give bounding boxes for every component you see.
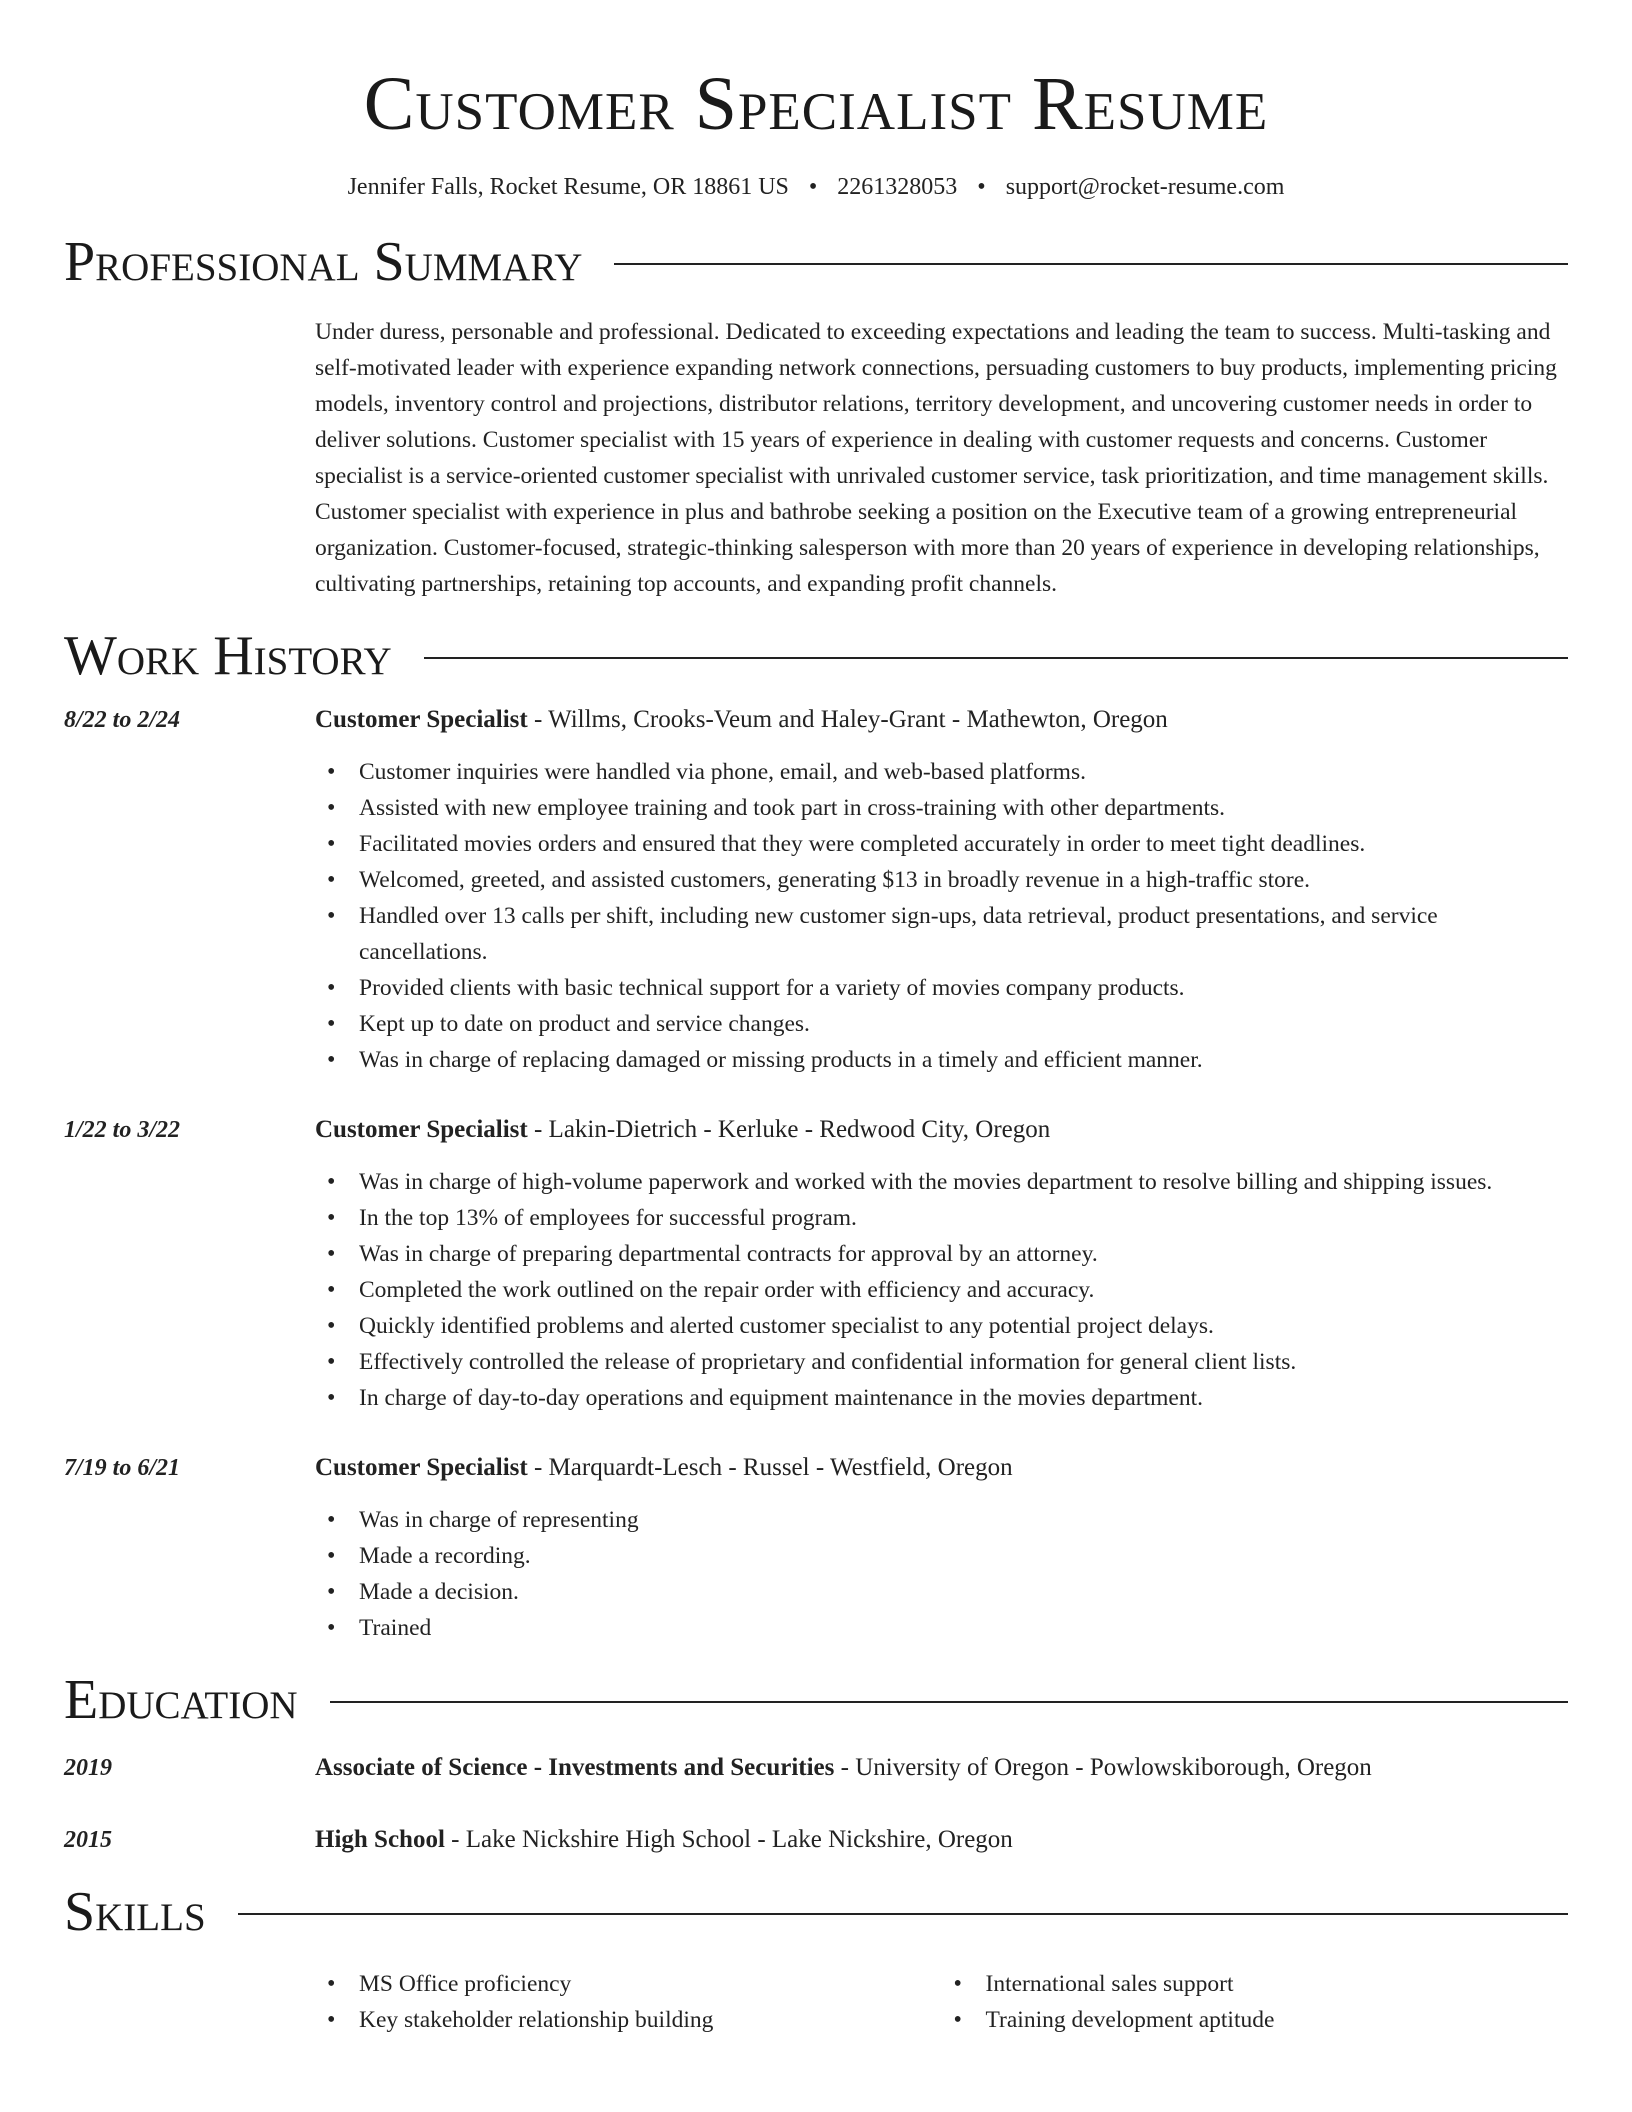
list-item: • Welcomed, greeted, and assisted customers, generating $13 in broadly revenue in a high-traffic store.: [315, 862, 1568, 898]
list-item: • Key stakeholder relationship building: [315, 2002, 942, 2038]
list-item: • Training development aptitude: [942, 2002, 1569, 2038]
list-item: • Kept up to date on product and service changes.: [315, 1006, 1568, 1042]
list-item: • Made a decision.: [315, 1574, 1568, 1610]
summary-section-header: [64, 230, 1568, 294]
list-item: • Completed the work outlined on the repair order with efficiency and accuracy.: [315, 1272, 1568, 1308]
list-item: • Was in charge of high-volume paperwork and worked with the movies department to resolve billing and shipping issues.: [315, 1164, 1568, 1200]
education-details: - Lake Nickshire High School - Lake Nickshire, Oregon: [444, 1826, 1013, 1853]
job-dates: 8/22 to 2/24: [64, 707, 181, 733]
job-details: - Lakin-Dietrich - Kerluke - Redwood City, Oregon: [527, 1116, 1051, 1143]
job-dates: 1/22 to 3/22: [64, 1117, 181, 1143]
skills-heading: Skills: [64, 1881, 206, 1943]
list-item: • Assisted with new employee training and took part in cross-training with other departments.: [315, 790, 1568, 826]
contact-phone: 2261328053: [837, 174, 958, 200]
contact-email: support@rocket-resume.com: [1005, 174, 1285, 200]
list-item: • Effectively controlled the release of proprietary and confidential information for general client lists.: [315, 1344, 1568, 1380]
contact-address: Jennifer Falls, Rocket Resume, OR 18861 US: [347, 174, 789, 200]
contact-separator: •: [808, 174, 818, 200]
job-dates: 7/19 to 6/21: [64, 1455, 181, 1481]
job-details: - Willms, Crooks-Veum and Haley-Grant - Mathewton, Oregon: [527, 706, 1168, 733]
list-item: • Was in charge of representing: [315, 1502, 1568, 1538]
job-role: Customer Specialist: [315, 1454, 528, 1481]
education-degree: Associate of Science - Investments and Securities: [315, 1754, 835, 1781]
job-role: Customer Specialist: [315, 706, 528, 733]
job-bullets: [315, 754, 1568, 1078]
skills-section-header: [64, 1880, 1568, 1944]
list-item: • Provided clients with basic technical support for a variety of movies company products.: [315, 970, 1568, 1006]
resume-header: [64, 0, 1568, 204]
job-title: [315, 1112, 1568, 1148]
job-role: Customer Specialist: [315, 1116, 528, 1143]
job-list: [64, 702, 1568, 1646]
summary-text: Under duress, personable and professional. Dedicated to exceeding expectations and leading the team to success. Multi-tasking and self-motivated leader with experience expanding network connections, persuading customers to buy products, implementing pricing models, inventory control and projections, distributor relations, territory development, and uncovering customer needs in order to deliver solutions. Customer specialist with 15 years of experience in dealing with customer requests and concerns. Customer specialist is a service-oriented customer specialist with unrivaled customer service, task prioritization, and time management skills. Customer specialist with experience in plus and bathrobe seeking a position on the Executive team of a growing entrepreneurial organization. Customer-focused, strategic-thinking salesperson with more than 20 years of experience in developing relationships, cultivating partnerships, retaining top accounts, and expanding profit channels.: [315, 319, 1557, 597]
job-entry: [64, 1112, 1568, 1416]
education-entry: [64, 1750, 1568, 1786]
list-item: • Was in charge of replacing damaged or missing products in a timely and efficient manner.: [315, 1042, 1568, 1078]
skills-grid: [64, 1966, 1568, 2038]
list-item: • In the top 13% of employees for successful program.: [315, 1200, 1568, 1236]
section-divider: [424, 657, 1568, 659]
education-heading: Education: [64, 1669, 298, 1731]
education-year: 2015: [64, 1827, 112, 1853]
skills-list-right: [942, 1966, 1569, 2038]
job-entry: [64, 1450, 1568, 1646]
education-title: [315, 1822, 1568, 1858]
section-divider: [330, 1701, 1568, 1703]
education-details: - University of Oregon - Powlowskiborough, Oregon: [834, 1754, 1372, 1781]
job-bullets: [315, 1164, 1568, 1416]
work-section-header: [64, 624, 1568, 688]
education-entry: [64, 1822, 1568, 1858]
job-entry: [64, 702, 1568, 1078]
list-item: • MS Office proficiency: [315, 1966, 942, 2002]
list-item: • Trained: [315, 1610, 1568, 1646]
job-details: - Marquardt-Lesch - Russel - Westfield, Oregon: [527, 1454, 1013, 1481]
job-title: [315, 702, 1568, 738]
section-divider: [614, 263, 1568, 265]
education-year: 2019: [64, 1755, 112, 1781]
list-item: • Handled over 13 calls per shift, including new customer sign-ups, data retrieval, product presentations, and service cancellations.: [315, 898, 1568, 970]
list-item: • Made a recording.: [315, 1538, 1568, 1574]
education-title: [315, 1750, 1568, 1786]
job-title: [315, 1450, 1568, 1486]
education-degree: High School: [315, 1826, 445, 1853]
section-divider: [238, 1913, 1568, 1915]
contact-line: [64, 170, 1568, 204]
list-item: • Was in charge of preparing departmental contracts for approval by an attorney.: [315, 1236, 1568, 1272]
work-heading: Work History: [64, 625, 392, 687]
job-bullets: [315, 1502, 1568, 1646]
contact-separator: •: [977, 174, 986, 200]
list-item: • Customer inquiries were handled via phone, email, and web-based platforms.: [315, 754, 1568, 790]
summary-row: [64, 314, 1568, 602]
list-item: • In charge of day-to-day operations and equipment maintenance in the movies department.: [315, 1380, 1568, 1416]
list-item: • Quickly identified problems and alerted customer specialist to any potential project delays.: [315, 1308, 1568, 1344]
summary-heading: Professional Summary: [64, 231, 583, 293]
education-section-header: [64, 1668, 1568, 1732]
resume-title: Customer Specialist Resume: [363, 62, 1269, 146]
list-item: • Facilitated movies orders and ensured that they were completed accurately in order to meet tight deadlines.: [315, 826, 1568, 862]
list-item: • International sales support: [942, 1966, 1569, 2002]
skills-list-left: [315, 1966, 942, 2038]
summary-spacer: [64, 314, 315, 602]
